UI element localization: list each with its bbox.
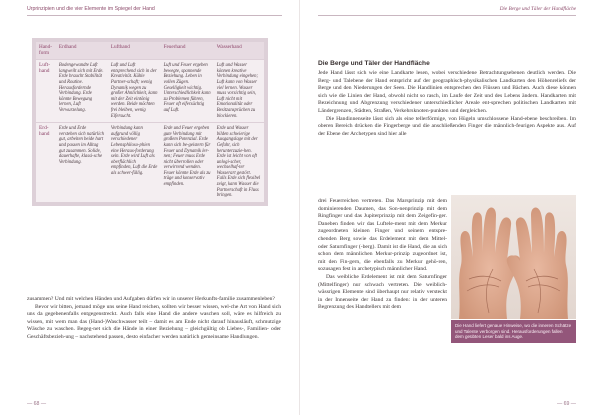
table-cell: Luft und Feuer ergeben bewegte, spannende Beziehung. Leben in vollen Zügen. Geselligkeit wichtig. Unterschiedlichkeit kann zu Problemen führen, Feuer oft eifersüchtig auf Luft.: [161, 60, 214, 123]
paragraph: drei Feuerreichen vertreten. Das Marsprinzip mit dem dominierenden Daumen, das Son-nenprinzip mit dem Ringfinger und das Jupiterprinzip mit dem Zeigefin-ger. Daneben finden wir das Luftele-ment mit dem Merkur zugeordneten kleinen Finger und seinem entspre-chenden Berg sowie das Erdelement mit dem Mittel- oder Saturnfinger (-berg). Damit ist die Hand, die an sich schon dem männlichen Merkur-prinzip zugeordnet ist, mit den Fin-gern, die ebenfalls zu Merkur gehö-ren, sozusagen fest in archetypisch männlicher Hand.: [318, 198, 447, 273]
hand-element-table: [32, 38, 268, 206]
photo-caption: Die Hand liefert genaue Hinweise, wo die inneren Schätze und Talente verborgen sind. Herausforderungen fallen dem geübten Leser bald ins Auge.: [451, 320, 576, 343]
table-header-cell: Lufthand: [108, 40, 161, 60]
header-rule-left: [27, 15, 282, 16]
table-cell: Erde und Wasser bilden schwierige Ausgangslage mit der Gefahr, sich herunterzuzie-hen. Erde ist leicht von oft unlogi-scher, wechselhaf-ter Wasserart gestört. Falls Erde sich flexibel zeigt, kann Wasser die Partnerschaft in Fluss bringen.: [214, 123, 266, 204]
table-cell: Erde und Erde verstehen sich natürlich gut, arbeiten beide hart und passen im Alltag gut zusammen. Solide, dauerhafte, klassi-sche Verbindung.: [56, 123, 108, 204]
paragraph: Das weibliche Erdelement ist mit dem Saturnfinger (Mittelfinger) nur schwach vertreten. Die weiblich-wässrigen Elemente sind überhaupt nur relativ versteckt in der Innenseite der Hand zu finden: in der unteren Begrenzung des Handtellers mit dem: [318, 273, 447, 311]
table-header-cell: Wasserhand: [214, 40, 266, 60]
table-cell: Luft und Luft entsprechend sich in der Kreativität. Kühle Partner-schaft; wenig Dynamik wegen zu großer Ähnlichkeit, kann mit der Zeit eintönig werden. Beide möchten frei bleiben, wenig Eifersucht.: [108, 60, 161, 123]
paragraph: zusammen? Und mit welchen Händen und Aufgaben dürfen wir in unserer Herkunfts-familie zusammenleben?: [27, 296, 275, 302]
left-body-text: [27, 296, 281, 342]
palm-photo: [451, 195, 576, 319]
table-header-cell: Hand-form: [34, 40, 56, 60]
paragraph: Bevor wir bitten, jemand möge uns seine Hand reichen, sollten wir besser wissen, wel-che Art von Hand sich uns da gegebenenfalls entgegenstreckt. Auch falls eine Hand die andere waschen soll, wäre es hilfreich zu wissen, mit wem man das (Hand-)Waschwasser teilt – damit es am Ende nicht darauf hinausläuft, schmutzige Wäsche zu waschen. Begeg-net sich die Hände in einer Beziehung – gleichgültig ob Liebes-, Familien- oder Geschäftsbezieh-ung – nachstehend passen, desto einfacher werden natürlich gemeinsame Handlungen.: [27, 303, 281, 340]
right-body-text-column: [318, 198, 447, 312]
table-cell: Luft und Wasser können kreative Verbindung eingehen; Luft kann von Wasser viel lernen. Wasser muss vorsichtig sein, Luft nicht mit Emotionalität oder Besitzansprüchen zu blockieren.: [214, 60, 266, 123]
table-row-label: Luft-hand: [34, 60, 56, 123]
table-row: [34, 60, 266, 123]
table-cell: Bodengewandte Luft langweilt sich mit Erde. Erde braucht Stabilität und Routine. Herausfordernde Verbindung. Erde könnte Bewegung lernen, Luft Verwurzelung.: [56, 60, 108, 123]
page-number-left: — 68 —: [27, 401, 47, 407]
palm-illustration: [451, 195, 576, 319]
table-header-row: [34, 40, 266, 60]
page-number-right: — 69 —: [556, 401, 576, 407]
running-head-left: Urprinzipien und die vier Elemente im Spiegel der Hand: [27, 6, 155, 12]
header-rule-right: [318, 15, 576, 16]
paragraph: Jede Hand lässt sich wie eine Landkarte lesen, wobei verschiedene Betrachtungsebenen deutlich werden. Die Berg- und Talebene der Hand entspricht auf der geographisch-physikalischen Landkarten den Höhenreliefs der Berge und den Niederungen der Seen. Die Handlinien entsprechen den Flüssen und Bächen. Auch diese können sich wie die Linien der Hand, obwohl nicht so rasch, im Laufe der Zeit und des Lebens ändern. Handkarten mit Bezeichnung und Abgrenzung verschiedener unterschiedlicher Areale ent-sprechen politischen Landkarten mit Ländergrenzen, Städten, Straßen, Verkehrsknoten-punkten und dergleichen.: [318, 70, 576, 114]
right-body-text-top: [318, 70, 576, 138]
table-header-cell: Feuerhand: [161, 40, 214, 60]
section-title: Die Berge und Täler der Handfläche: [318, 60, 430, 67]
table-cell: Erde und Feuer ergeben gute Verbindung mit großem Potenzial. Erde kann sich be-geistern für Feuer und Dynamik ler-nen; Feuer muss Erde nicht überrollen oder verwirrend wenden. Feuer könnte Erde als zu träge und konservativ empfinden.: [161, 123, 214, 204]
right-page: [300, 0, 600, 415]
table-row-label: Erd-hand: [34, 123, 56, 204]
running-head-right: Die Berge und Täler der Handfläche: [499, 6, 576, 12]
table-cell: Verbindung kann aufgrund völlig verschiedener Lebensphiloso-phien eine Heraus-forderung sein. Erde wird Luft als oberflächlich empfinden, Luft die Erde als schwer-fällig.: [108, 123, 161, 204]
table-row: [34, 123, 266, 204]
paragraph: Die Handinnenseite lässt sich als eine tellerförmige, von Hügeln umschlossene Hand-ebene beschreiben. Im oberen Bereich drücken die Fingerberge und die anschließenden Finger die männlich-feurigen Aspekte aus. Auf der Ebene der Archetypen sind hier alle: [318, 115, 576, 137]
table-header-cell: Erdhand: [56, 40, 108, 60]
